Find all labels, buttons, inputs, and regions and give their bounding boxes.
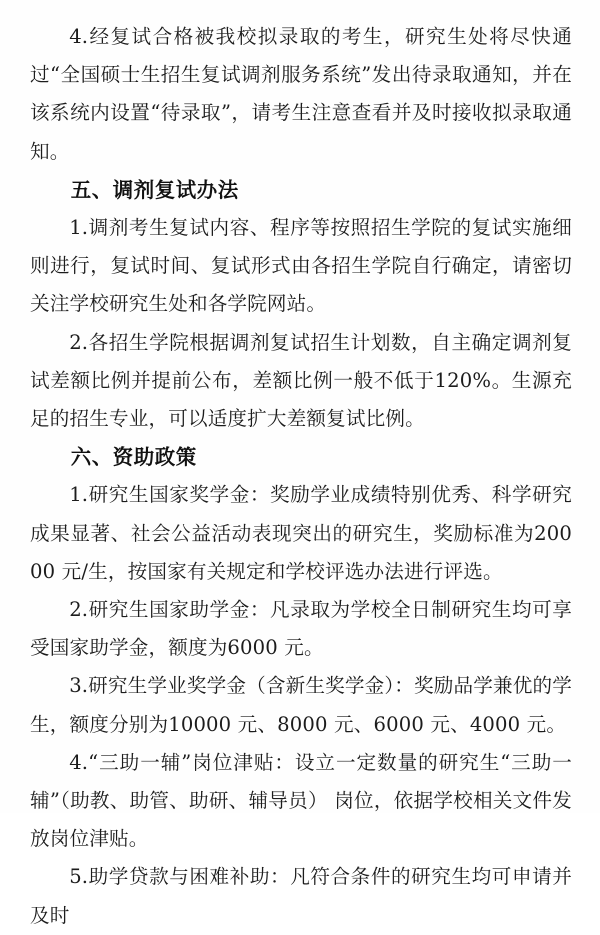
heading-section-five: 五、调剂复试办法 (70, 177, 239, 202)
paragraph-section6-item-3: 3.研究生学业奖学金（含新生奖学金）：奖励品学兼优的学生，额度分别为10000 元、8000 元、6000 元、4000 元。 (30, 674, 572, 736)
paragraph-section6-item-5: 5.助学贷款与困难补助：凡符合条件的研究生均可申请并及时 (30, 865, 572, 927)
paragraph-section5-item-2: 2.各招生学院根据调剂复试招生计划数，自主确定调剂复试差额比例并提前公布，差额比例一般不低于120%。生源充足的招生专业，可以适度扩大差额复试比例。 (30, 330, 572, 431)
paragraph-previous-item-4: 4.经复试合格被我校拟录取的考生，研究生处将尽快通过“全国硕士生招生复试调剂服务系统”发出待录取通知，并在该系统内设置“待录取”，请考生注意查看并及时接收拟录取通知。 (30, 25, 572, 163)
heading-section-six: 六、资助政策 (70, 445, 197, 470)
paragraph-section6-item-4: 4.“三助一辅”岗位津贴：设立一定数量的研究生“三助一辅”（助教、助管、助研、辅导员） 岗位，依据学校相关文件发放岗位津贴。 (30, 750, 572, 851)
paragraph-section6-item-2: 2.研究生国家助学金：凡录取为学校全日制研究生均可享受国家助学金，额度为6000 元。 (30, 598, 572, 660)
paragraph-section5-item-1: 1.调剂考生复试内容、程序等按照招生学院的复试实施细则进行，复试时间、复试形式由各招生学院自行确定，请密切关注学校研究生处和各学院网站。 (30, 216, 572, 316)
paragraph-section6-item-1: 1.研究生国家奖学金：奖励学业成绩特别优秀、科学研究成果显著、社会公益活动表现突出的研究生，奖励标准为20000 元/生，按国家有关规定和学校评选办法进行评选。 (30, 483, 572, 583)
document-body (30, 18, 572, 935)
